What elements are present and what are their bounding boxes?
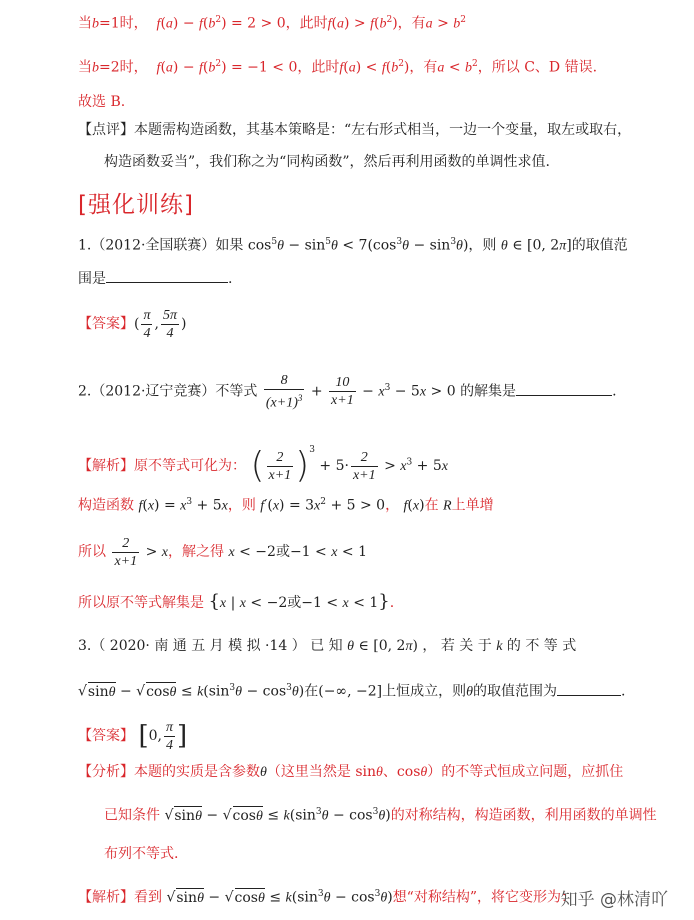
analysis-3-line-1: 【分析】本题的实质是含参数θ（这里当然是 sinθ、cosθ）的不等式恒成立问题，应抓住 <box>78 764 624 780</box>
watermark: 知乎 @林清吖 <box>560 890 668 910</box>
section-title: [强化训练] <box>78 192 194 218</box>
solution-line-2: 当b=2时， $f(a) - f(b^2) = -1 < 0$，此时$f(a) < f(b^2)$，有$a < b^2$，所以 C、D 错误. <box>78 59 598 76</box>
conclusion: 故选 B. <box>78 94 126 110</box>
analysis-3-line-3: 布列不等式. <box>104 846 179 862</box>
answer-blank <box>516 381 612 396</box>
question-1-line-1: 1.（2012·全国联赛）如果 $\cos^5\theta - \sin^5\theta < 7(\cos^3\theta - \sin^3\theta)$，则 θ ∈ [0, 2π]的取值范 <box>78 237 628 254</box>
solution-line-1: 当b=1时， $f(a) - f(b^2) = 2 > 0$，此时$f(a) > f(b^2)$，有$a > b^2$ <box>78 15 467 32</box>
analysis-2-line-2: 构造函数 $f(x) = x^3 + 5x$，则 $f'(x) = 3x^2 + 5 > 0$， f(x)在 R上单增 <box>78 497 494 514</box>
remark-line-2: 构造函数妥当”，我们称之为“同构函数”，然后再利用函数的单调性求值. <box>104 154 550 170</box>
question-3-line-1: 3.（ 2020· 南 通 五 月 模 拟 ·14 ） 已 知 θ ∈ [0, 2π) ， 若 关 于 k 的 不 等 式 <box>78 638 577 654</box>
question-1-line-2: 围是 . <box>78 268 232 289</box>
solution-3-line-1: 【解析】看到 $√\sin\theta - √\cos\theta \le k(\sin^3\theta - \cos^3\theta)$想“对称结构”，将它变形为： <box>78 889 576 906</box>
answer-blank <box>557 681 621 696</box>
answer-1: 【答案】( $\frac{\pi}{4}$ , $\frac{5\pi}{4}$ ) <box>78 307 187 341</box>
answer-3: 【答案】 [0, $\frac{\pi}{4}$ ] <box>78 719 188 753</box>
analysis-2-line-4: 所以原不等式解集是 {x | x < −2或−1 < x < 1}. <box>78 591 395 612</box>
analysis-2-line-1: 【解析】原不等式可化为： ( $\frac{2}{x+1}$ )$^3$ + 5· $\frac{2}{x+1}$ > $x^3 + 5x$ <box>78 445 448 486</box>
analysis-2-line-3: 所以 $\frac{2}{x+1}$ > x，解之得 x < −2或−1 < x < 1 <box>78 535 367 569</box>
question-3-line-2: $√\sin\theta - √\cos\theta \le k(\sin^3\theta - \cos^3\theta)$在(−∞, −2]上恒成立，则θ的取值范围为 . <box>78 678 625 703</box>
question-2: 2.（2012·辽宁竞赛）不等式 $\frac{8}{(x+1)^3}$ + $\frac{10}{x+1}$ − $x^3 - 5x > 0$ 的解集是 . <box>78 372 617 411</box>
analysis-3-line-2: 已知条件 $√\sin\theta - √\cos\theta \le k(\sin^3\theta - \cos^3\theta)$的对称结构，构造函数，利用函数的单调性 <box>104 807 657 824</box>
remark-line-1: 【点评】本题需构造函数，其基本策略是：“左右形式相当，一边一个变量，取左或取右， <box>78 122 632 138</box>
answer-blank <box>106 268 228 283</box>
